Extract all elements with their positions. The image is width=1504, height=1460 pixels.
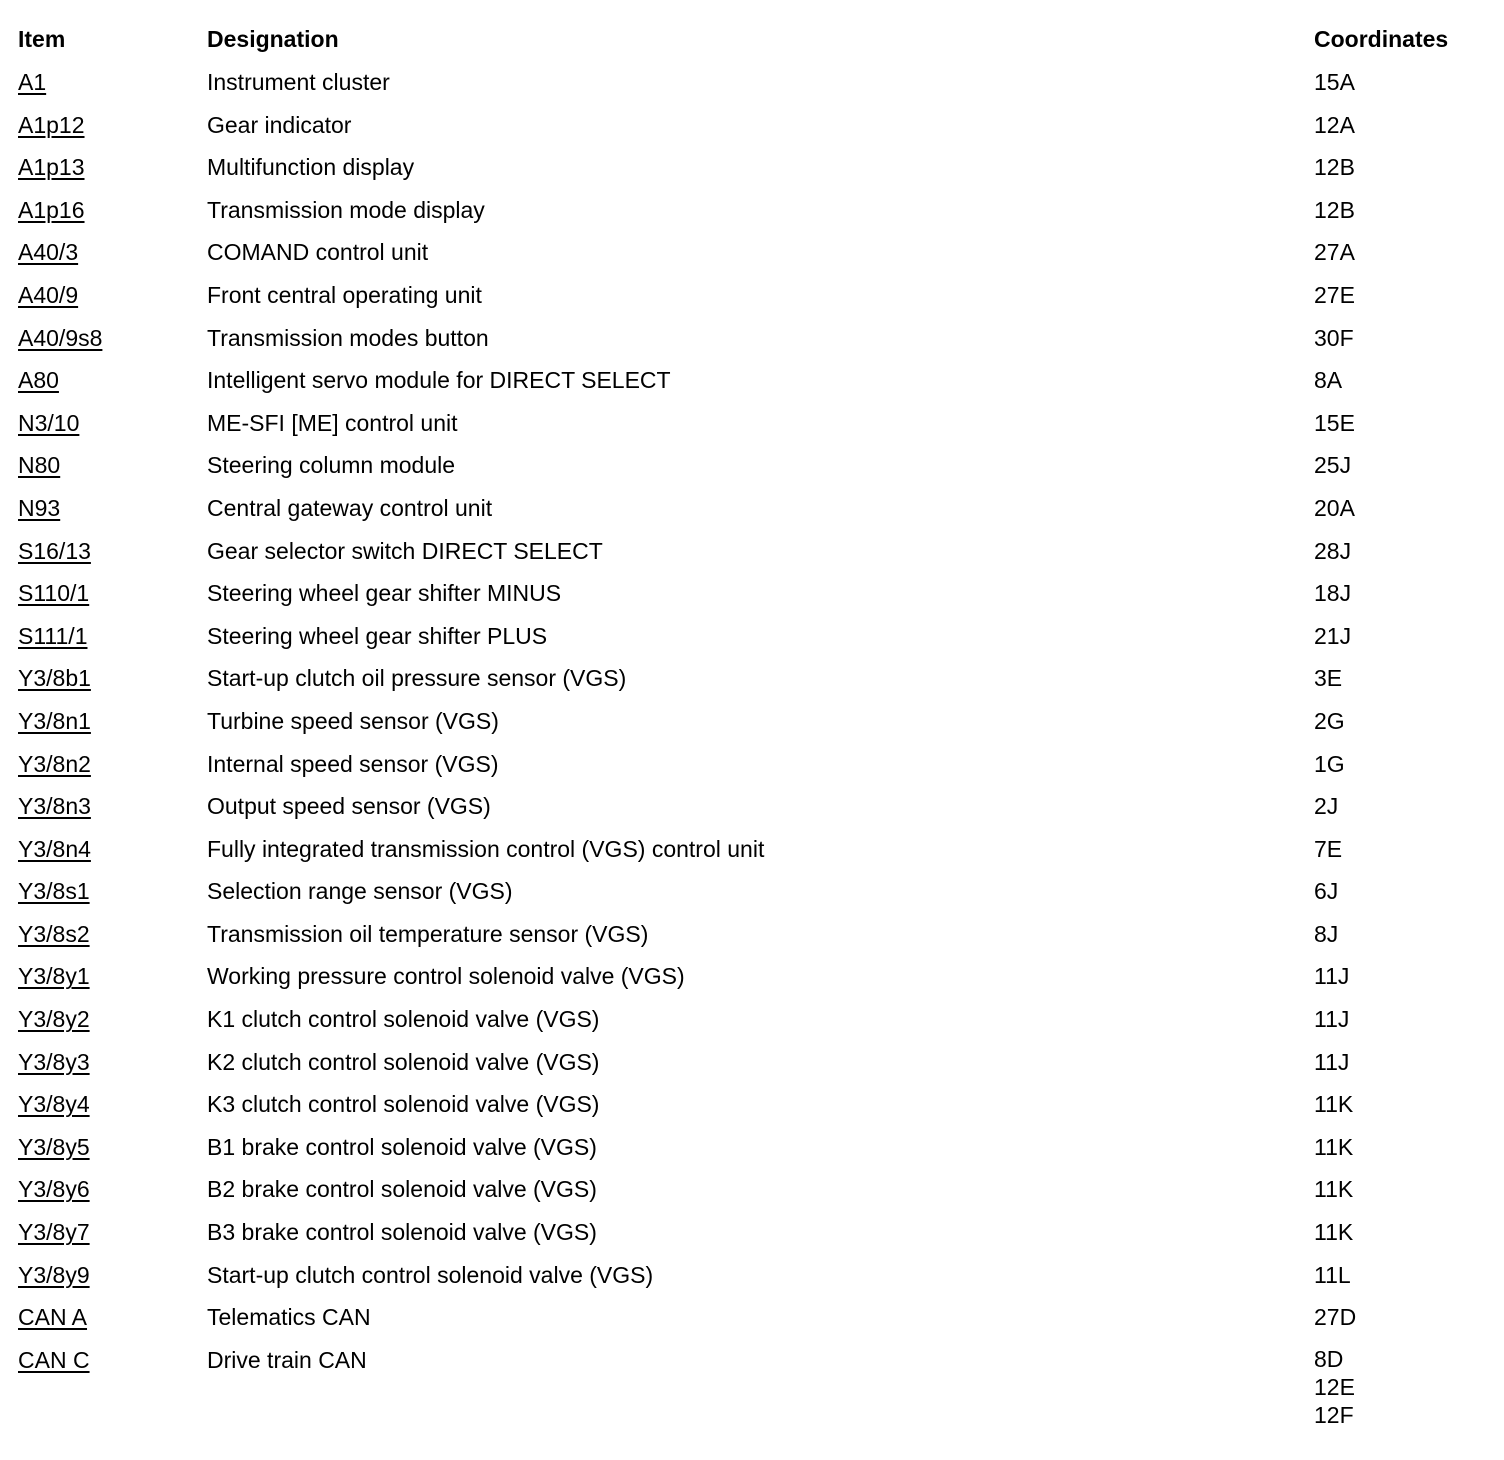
coordinates-cell [1314,1174,1353,1204]
item-link[interactable]: Y3/8b1 [18,665,91,692]
coordinate-value: 11K [1314,1176,1354,1203]
table-row [0,195,1504,238]
table-row [0,152,1504,195]
coordinates-cell [1314,663,1342,693]
designation-cell: Working pressure control solenoid valve (VGS) [207,963,685,990]
coordinate-value: 8J [1314,920,1339,947]
table-row [0,536,1504,579]
coordinate-value: 11L [1314,1261,1351,1288]
coordinates-cell [1314,834,1342,864]
item-link[interactable]: S16/13 [18,537,91,564]
coordinates-cell [1314,919,1338,949]
table-row [0,323,1504,366]
designation-cell: B1 brake control solenoid valve (VGS) [207,1133,597,1160]
coordinate-value: 12A [1314,111,1355,138]
coordinates-cell [1314,791,1338,821]
designation-cell: K2 clutch control solenoid valve (VGS) [207,1048,600,1075]
coordinates-cell [1314,876,1338,906]
item-link[interactable]: S110/1 [18,580,90,607]
item-link[interactable]: A1p16 [18,196,85,223]
table-row [0,961,1504,1004]
coordinate-value: 3E [1314,665,1343,692]
item-link[interactable]: A40/9 [18,281,79,308]
coordinate-value: 11K [1314,1091,1354,1118]
designation-cell: Central gateway control unit [207,494,493,521]
coordinates-cell [1314,1217,1353,1247]
table-row [0,919,1504,962]
table-row [0,578,1504,621]
coordinate-value: 12B [1314,154,1355,181]
item-link[interactable]: A1p12 [18,111,85,138]
designation-cell: B3 brake control solenoid valve (VGS) [207,1219,597,1246]
designation-cell: B2 brake control solenoid valve (VGS) [207,1176,597,1203]
table-row [0,1260,1504,1303]
designation-cell: K3 clutch control solenoid valve (VGS) [207,1091,600,1118]
item-link[interactable]: Y3/8s1 [18,878,90,905]
designation-cell: Gear selector switch DIRECT SELECT [207,537,603,564]
coordinates-cell [1314,1302,1356,1332]
designation-cell: Gear indicator [207,111,352,138]
coordinate-value: 15A [1314,69,1355,95]
designation-cell: Transmission modes button [207,324,489,351]
coordinates-cell [1314,1047,1349,1077]
item-link[interactable]: Y3/8y4 [18,1091,90,1118]
coordinates-cell [1314,621,1351,651]
designation-cell: Internal speed sensor (VGS) [207,750,499,777]
table-row [0,1004,1504,1047]
item-link[interactable]: S111/1 [18,622,88,649]
item-link[interactable]: A1p13 [18,154,85,181]
coordinate-value: 18J [1314,580,1352,607]
table-row [0,706,1504,749]
table-header [0,26,1504,56]
item-link[interactable]: A40/9s8 [18,324,103,351]
table-row [0,1345,1504,1428]
header-coordinates: Coordinates [1314,26,1449,52]
item-link[interactable]: Y3/8n2 [18,750,91,777]
coordinate-value: 6J [1314,878,1339,905]
designation-cell: Telematics CAN [207,1304,371,1331]
item-link[interactable]: Y3/8n3 [18,793,91,820]
coordinate-value: 27A [1314,239,1355,266]
item-link[interactable]: Y3/8n1 [18,707,91,734]
designation-cell: Multifunction display [207,154,415,181]
designation-cell: COMAND control unit [207,239,429,266]
coordinate-value: 25J [1314,452,1352,479]
table-row [0,408,1504,451]
designation-cell: Transmission oil temperature sensor (VGS) [207,920,649,947]
coordinates-cell [1314,195,1355,225]
designation-cell: ME-SFI [ME] control unit [207,409,458,436]
coordinate-value: 8A [1314,367,1343,394]
table-row [0,791,1504,834]
coordinates-cell [1314,1089,1353,1119]
coordinates-cell [1314,1132,1353,1162]
item-link[interactable]: N80 [18,452,61,479]
designation-cell: Turbine speed sensor (VGS) [207,707,499,734]
table-row [0,1217,1504,1260]
coordinates-cell [1314,493,1355,523]
designation-cell: Transmission mode display [207,196,485,223]
coordinate-value: 11K [1314,1133,1354,1160]
table-row [0,493,1504,536]
coordinates-cell [1314,323,1354,353]
coordinate-value: 20A [1314,494,1355,521]
designation-cell: Steering column module [207,452,456,479]
coordinates-cell [1314,408,1355,438]
item-link[interactable]: CAN A [18,1304,88,1331]
item-link[interactable]: CAN C [18,1346,90,1373]
coordinate-value: 28J [1314,537,1352,564]
coordinate-value: 2J [1314,793,1339,820]
table-row [0,280,1504,323]
designation-cell: Start-up clutch oil pressure sensor (VGS) [207,665,627,692]
header-designation: Designation [207,26,339,52]
designation-cell: Instrument cluster [207,69,390,95]
item-link[interactable]: N93 [18,494,61,521]
coordinate-value: 27E [1314,281,1355,308]
table-row [0,365,1504,408]
table-row [0,110,1504,153]
table-row [0,663,1504,706]
coordinate-value: 30F [1314,324,1354,351]
coordinate-value: 12B [1314,196,1355,223]
table-body [0,67,1504,1428]
table-row [0,1174,1504,1217]
coordinates-cell [1314,706,1345,736]
table-row [0,237,1504,280]
table-row [0,450,1504,493]
coordinates-cell [1314,152,1355,182]
coordinates-cell [1314,536,1351,566]
coordinates-cell [1314,237,1355,267]
coordinate-value: 7E [1314,835,1343,862]
item-link[interactable]: Y3/8s2 [18,920,90,947]
coordinates-cell [1314,1345,1355,1429]
coordinates-cell [1314,110,1355,140]
coordinate-value: 12F [1314,1401,1354,1428]
designation-cell: Steering wheel gear shifter MINUS [207,580,562,607]
coordinates-cell [1314,280,1355,310]
designation-cell: Drive train CAN [207,1346,367,1373]
coordinates-cell [1314,365,1342,395]
coordinates-cell [1314,67,1355,97]
item-link[interactable]: A40/3 [18,239,79,266]
item-link[interactable]: N3/10 [18,409,80,436]
coordinate-value: 11J [1314,1006,1350,1033]
designation-cell: K1 clutch control solenoid valve (VGS) [207,1006,600,1033]
coordinates-cell [1314,1004,1349,1034]
coordinate-value: 8D [1314,1345,1344,1372]
coordinate-value: 11J [1314,963,1350,990]
table-row [0,67,1504,110]
table-row [0,749,1504,792]
table-row [0,621,1504,664]
table-row [0,1047,1504,1090]
coordinate-value: 27D [1314,1304,1357,1331]
coordinate-value: 11J [1314,1048,1350,1075]
table-row [0,1302,1504,1345]
item-link[interactable]: Y3/8y9 [18,1261,90,1288]
table-row [0,876,1504,919]
item-link[interactable]: Y3/8y1 [18,963,90,990]
designation-cell: Fully integrated transmission control (VGS) control unit [207,835,765,862]
header-item: Item [18,26,66,52]
designation-cell: Start-up clutch control solenoid valve (VGS) [207,1261,654,1288]
coordinate-value: 11K [1314,1219,1354,1246]
item-link[interactable]: Y3/8y3 [18,1048,90,1075]
item-link[interactable]: Y3/8y2 [18,1006,90,1033]
item-link[interactable]: Y3/8n4 [18,835,91,862]
designation-cell: Intelligent servo module for DIRECT SELECT [207,367,671,394]
item-link[interactable]: Y3/8y7 [18,1219,90,1246]
coordinates-cell [1314,749,1345,779]
item-link[interactable]: Y3/8y6 [18,1176,90,1203]
coordinate-value: 1G [1314,750,1345,777]
designation-cell: Selection range sensor (VGS) [207,878,513,905]
item-link[interactable]: Y3/8y5 [18,1133,90,1160]
coordinates-cell [1314,578,1351,608]
coordinates-cell [1314,450,1351,480]
coordinate-value: 2G [1314,707,1345,734]
coordinates-cell [1314,1260,1351,1290]
table-row [0,834,1504,877]
coordinate-value: 15E [1314,409,1355,436]
designation-cell: Front central operating unit [207,281,482,308]
designation-cell: Steering wheel gear shifter PLUS [207,622,548,649]
table-row [0,1132,1504,1175]
item-link[interactable]: A1 [18,69,47,95]
coordinates-cell [1314,961,1349,991]
coordinate-value: 12E [1314,1373,1355,1400]
designation-cell: Output speed sensor (VGS) [207,793,491,820]
item-link[interactable]: A80 [18,367,59,394]
coordinate-value: 21J [1314,622,1352,649]
table-row [0,1089,1504,1132]
